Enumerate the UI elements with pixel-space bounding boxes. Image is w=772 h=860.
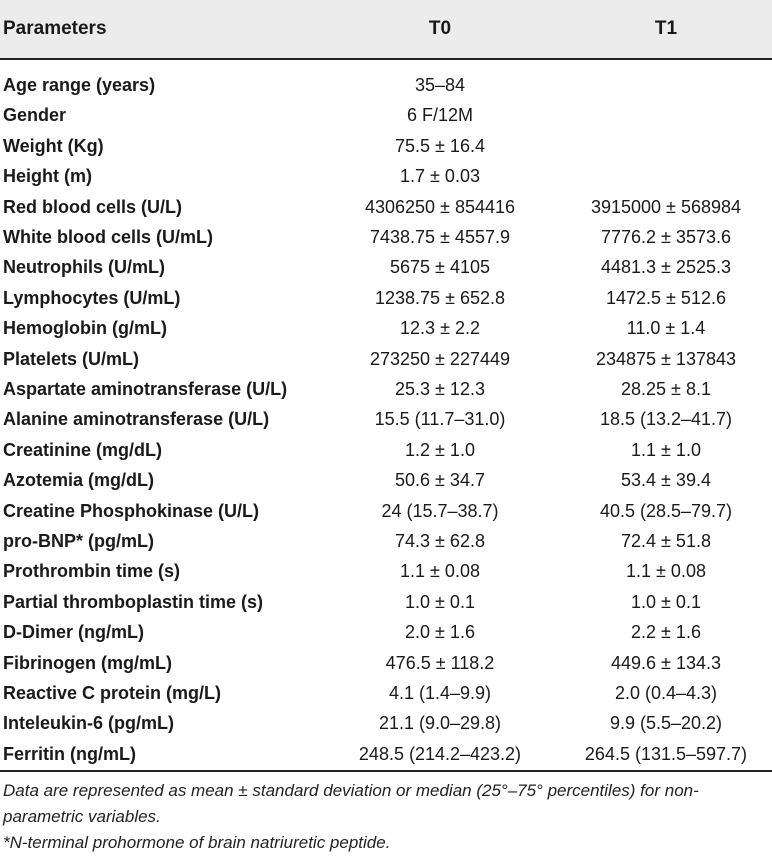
row-parameter: Reactive C protein (mg/L) — [3, 683, 222, 703]
footnote-data: Data are represented as mean ± standard deviation or median (25°–75° percentiles) for non-parametric variables. — [3, 781, 699, 826]
row-parameter: Alanine aminotransferase (U/L) — [3, 409, 270, 429]
row-value-t0: 4.1 (1.4–9.9) — [388, 683, 492, 703]
row-value-t0: 7438.75 ± 4557.9 — [369, 227, 510, 247]
row-value-t0: 5675 ± 4105 — [390, 257, 490, 277]
row-parameter: D-Dimer (ng/mL) — [3, 622, 144, 642]
row-value-t1: 28.25 ± 8.1 — [621, 379, 711, 399]
row-value-t0: 476.5 ± 118.2 — [385, 653, 495, 673]
row-parameter: pro-BNP* (pg/mL) — [3, 531, 154, 551]
row-value-t1: 264.5 (131.5–597.7) — [584, 744, 748, 764]
row-parameter: Azotemia (mg/dL) — [3, 470, 154, 490]
row-parameter: Height (m) — [3, 166, 92, 186]
row-value-t0: 15.5 (11.7–31.0) — [374, 409, 506, 429]
row-value-t0: 1.2 ± 1.0 — [405, 440, 475, 460]
row-value-t1: 53.4 ± 39.4 — [621, 470, 711, 490]
row-value-t0: 21.1 (9.0–29.8) — [378, 713, 502, 733]
row-value-t0: 248.5 (214.2–423.2) — [358, 744, 522, 764]
row-value-t0: 1.7 ± 0.03 — [400, 166, 480, 186]
row-parameter: Inteleukin-6 (pg/mL) — [3, 713, 174, 733]
row-value-t1: 449.6 ± 134.3 — [611, 653, 721, 673]
row-value-t0: 35–84 — [414, 75, 466, 95]
row-value-t1: 1.1 ± 0.08 — [626, 561, 706, 581]
row-parameter: Aspartate aminotransferase (U/L) — [3, 379, 288, 399]
row-value-t1: 11.0 ± 1.4 — [626, 318, 706, 338]
row-parameter: Hemoglobin (g/mL) — [3, 318, 167, 338]
row-value-t1: 7776.2 ± 3573.6 — [601, 227, 731, 247]
row-value-t0: 1.0 ± 0.1 — [405, 592, 475, 612]
row-parameter: Age range (years) — [3, 75, 156, 95]
row-value-t1: 72.4 ± 51.8 — [621, 531, 711, 551]
row-value-t0: 4306250 ± 854416 — [364, 197, 516, 217]
table-header — [0, 0, 772, 58]
row-value-t1: 40.5 (28.5–79.7) — [599, 501, 733, 521]
header-parameters: Parameters — [3, 18, 107, 39]
row-parameter: Platelets (U/mL) — [3, 349, 140, 369]
header-t1: T1 — [654, 18, 678, 39]
row-value-t1: 234875 ± 137843 — [595, 349, 736, 369]
row-value-t0: 24 (15.7–38.7) — [381, 501, 499, 521]
row-value-t0: 273250 ± 227449 — [369, 349, 510, 369]
row-parameter: Prothrombin time (s) — [3, 561, 181, 581]
row-value-t1: 3915000 ± 568984 — [590, 197, 742, 217]
row-value-t0: 74.3 ± 62.8 — [395, 531, 485, 551]
row-parameter: Lymphocytes (U/mL) — [3, 288, 181, 308]
row-parameter: Gender — [3, 105, 67, 125]
row-parameter: Partial thromboplastin time (s) — [3, 592, 264, 612]
row-value-t0: 2.0 ± 1.6 — [405, 622, 475, 642]
row-parameter: Creatine Phosphokinase (U/L) — [3, 501, 260, 521]
row-parameter: White blood cells (U/mL) — [3, 227, 213, 247]
row-value-t0: 25.3 ± 12.3 — [395, 379, 485, 399]
row-value-t0: 1238.75 ± 652.8 — [375, 288, 505, 308]
header-rule — [0, 58, 772, 60]
row-parameter: Weight (Kg) — [3, 136, 104, 156]
row-value-t1: 2.0 (0.4–4.3) — [614, 683, 718, 703]
row-parameter: Red blood cells (U/L) — [3, 197, 183, 217]
row-value-t0: 75.5 ± 16.4 — [395, 136, 485, 156]
row-value-t1: 1.0 ± 0.1 — [631, 592, 701, 612]
row-value-t1: 9.9 (5.5–20.2) — [609, 713, 723, 733]
row-parameter: Neutrophils (U/mL) — [3, 257, 165, 277]
header-t0: T0 — [428, 18, 452, 39]
row-value-t1: 1.1 ± 1.0 — [631, 440, 701, 460]
row-value-t1: 18.5 (13.2–41.7) — [599, 409, 733, 429]
row-value-t0: 12.3 ± 2.2 — [400, 318, 480, 338]
row-value-t1: 4481.3 ± 2525.3 — [601, 257, 731, 277]
bottom-rule — [0, 770, 772, 772]
row-parameter: Creatinine (mg/dL) — [3, 440, 163, 460]
row-value-t0: 1.1 ± 0.08 — [400, 561, 480, 581]
row-value-t0: 50.6 ± 34.7 — [395, 470, 485, 490]
row-value-t1: 2.2 ± 1.6 — [631, 622, 701, 642]
row-parameter: Fibrinogen (mg/mL) — [3, 653, 172, 673]
footnote-probnp: *N-terminal prohormone of brain natriuretic peptide. — [3, 833, 391, 852]
row-value-t1: 1472.5 ± 512.6 — [606, 288, 726, 308]
row-parameter: Ferritin (ng/mL) — [3, 744, 136, 764]
row-value-t0: 6 F/12M — [406, 105, 474, 125]
